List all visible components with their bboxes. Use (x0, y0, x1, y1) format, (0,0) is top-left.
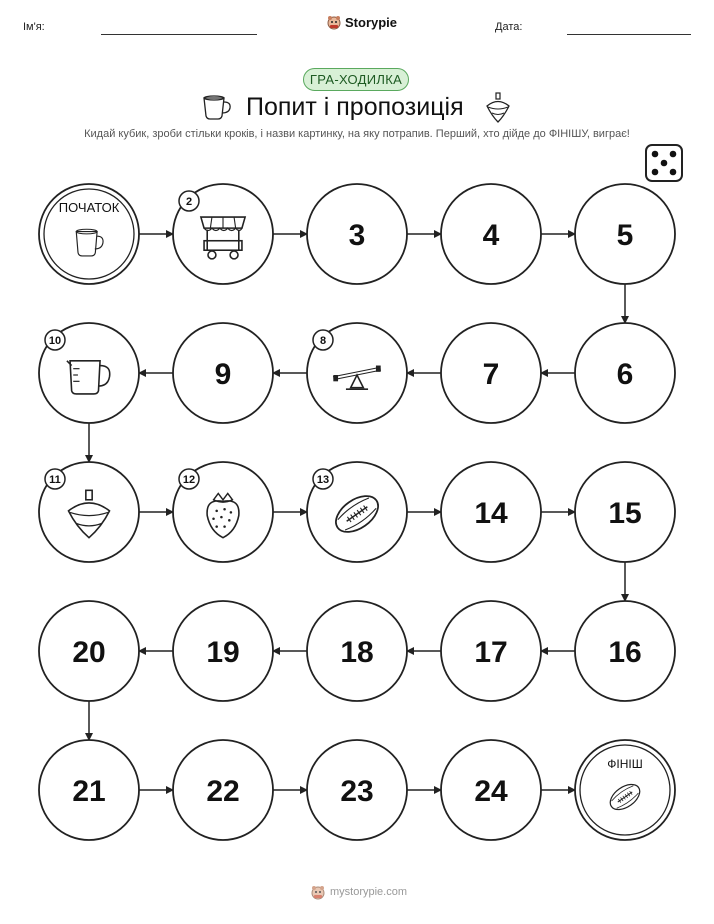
cell-number-small: 12 (182, 474, 196, 486)
cell-number: 23 (340, 775, 374, 808)
page-title: Попит і пропозиція (246, 93, 464, 121)
cell-number: 18 (340, 636, 374, 669)
game-type-badge: ГРА-ХОДИЛКА (303, 68, 409, 91)
cell-number: 16 (608, 636, 642, 669)
cell-number-small: 11 (49, 474, 61, 486)
board-cell-14[interactable] (441, 462, 541, 562)
board-cell-1[interactable] (39, 184, 139, 284)
cell-number: 5 (616, 219, 634, 252)
board-cell-9[interactable] (173, 323, 273, 423)
brand-name: Storypie (345, 14, 398, 30)
cell-number-small: 10 (48, 335, 62, 347)
board-cell-11[interactable] (39, 462, 139, 562)
board-cell-12[interactable] (173, 462, 273, 562)
cell-number: 21 (72, 775, 106, 808)
cell-number-small: 8 (319, 335, 327, 347)
board-cell-2[interactable] (173, 184, 273, 284)
board-cell-21[interactable] (39, 740, 139, 840)
cell-number-small: 2 (185, 196, 193, 208)
mascot-icon (310, 884, 326, 900)
board-cell-6[interactable] (575, 323, 675, 423)
cell-number: 15 (608, 497, 642, 530)
board-cell-18[interactable] (307, 601, 407, 701)
board-cell-7[interactable] (441, 323, 541, 423)
board-cell-8[interactable] (307, 323, 407, 423)
footer (310, 884, 407, 900)
board-cell-23[interactable] (307, 740, 407, 840)
board-cell-16[interactable] (575, 601, 675, 701)
date-label: Дата: (495, 21, 523, 33)
cell-number: 20 (72, 636, 106, 669)
board-cell-25[interactable] (575, 740, 675, 840)
finish-label: ФІНІШ (607, 757, 643, 771)
cell-number: 7 (482, 358, 500, 391)
board-cell-5[interactable] (575, 184, 675, 284)
board-cell-13[interactable] (307, 462, 407, 562)
board-cell-20[interactable] (39, 601, 139, 701)
cell-number: 6 (616, 358, 634, 391)
board-cell-22[interactable] (173, 740, 273, 840)
start-label: ПОЧАТОК (58, 200, 120, 215)
board-cell-24[interactable] (441, 740, 541, 840)
board-cell-3[interactable] (307, 184, 407, 284)
board-cell-4[interactable] (441, 184, 541, 284)
cell-number: 4 (482, 219, 500, 252)
board-cell-15[interactable] (575, 462, 675, 562)
cell-number-small: 13 (316, 474, 330, 486)
cell-number: 22 (206, 775, 240, 808)
board-cell-19[interactable] (173, 601, 273, 701)
cell-number: 3 (348, 219, 366, 252)
board-cell-10[interactable] (39, 323, 139, 423)
cell-number: 17 (474, 636, 508, 669)
footer-url[interactable]: mystorypie.com (330, 886, 408, 898)
name-label: Ім'я: (23, 21, 45, 33)
cell-number: 9 (214, 358, 232, 391)
cell-number: 19 (206, 636, 240, 669)
cell-number: 14 (474, 497, 508, 530)
board-cell-17[interactable] (441, 601, 541, 701)
cell-number: 24 (474, 775, 508, 808)
instructions: Кидай кубик, зроби стільки кроків, і назви картинку, на яку потрапив. Перший, хто дійде до ФІНІШУ, виграє! (84, 128, 630, 140)
